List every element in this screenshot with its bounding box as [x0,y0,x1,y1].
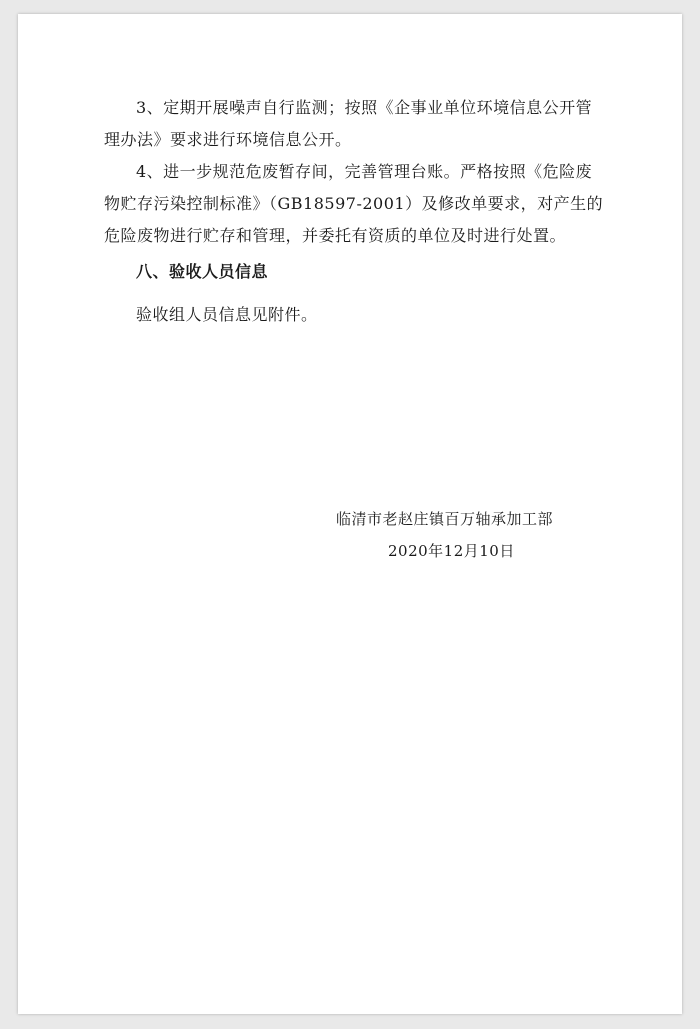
item-4-line-1: 4、进一步规范危废暂存间，完善管理台账。严格按照《危险废 [136,162,593,181]
item-3-paragraph [104,92,624,156]
item-3-line-1: 3、定期开展噪声自行监测；按照《企事业单位环境信息公开管 [136,98,593,117]
item-4-line-2: 物贮存污染控制标准》（GB18597-2001）及修改单要求，对产生的 [104,194,604,213]
item-4-line-3: 危险废物进行贮存和管理，并委托有资质的单位及时进行处置。 [104,226,567,245]
section-8-heading: 八、验收人员信息 [136,262,269,281]
section-8-body: 验收组人员信息见附件。 [136,305,318,324]
item-3-line-2: 理办法》要求进行环境信息公开。 [104,130,352,149]
item-4-paragraph [104,156,624,252]
signature-organization: 临清市老赵庄镇百万轴承加工部 [336,510,554,528]
signature-date: 2020年12月10日 [388,542,515,560]
document-page [18,14,682,1014]
